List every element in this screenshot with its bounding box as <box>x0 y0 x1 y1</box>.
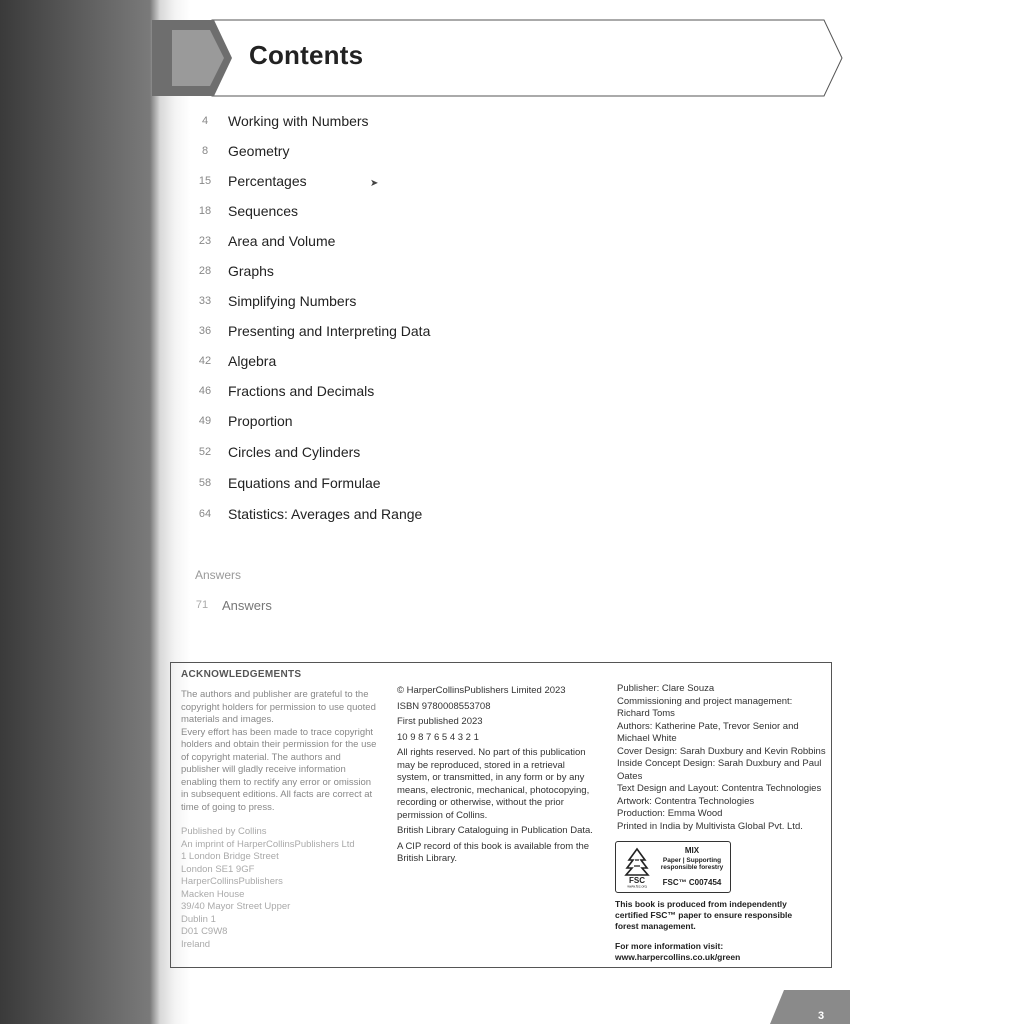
toc-page-number: 23 <box>198 235 212 247</box>
address-line: D01 C9W8 <box>181 926 228 937</box>
acknowledgements-column-1 <box>181 689 381 951</box>
toc-title: Circles and Cylinders <box>228 444 361 460</box>
toc-page-number: 71 <box>195 599 209 611</box>
cataloguing-text: British Library Cataloguing in Publication Data. <box>397 825 593 836</box>
fsc-logo-text: FSC <box>629 876 645 885</box>
address-line: Macken House <box>181 888 245 900</box>
toc-page-number: 46 <box>198 385 212 397</box>
toc-title: Geometry <box>228 143 290 159</box>
credit-line: Text Design and Layout: Contentra Technologies <box>617 783 822 794</box>
toc-page-number: 64 <box>198 508 212 520</box>
toc-title: Algebra <box>228 353 277 369</box>
acknowledgements-box <box>170 662 832 968</box>
address-line: 1 London Bridge Street <box>181 851 279 862</box>
toc-page-number: 36 <box>198 325 212 337</box>
toc-title: Percentages <box>228 173 307 189</box>
ack-text: Every effort has been made to trace copyright holders and obtain their permission for the use of copyright material. The authors and publisher will gladly receive information enabling them to rectify any error or omission in subsequent editions. All facts are correct at time of going to press. <box>181 726 377 813</box>
toc-title: Graphs <box>228 263 274 279</box>
pointer-cursor-icon: ➤ <box>370 178 379 189</box>
fsc-subtitle: Paper | Supporting responsible forestry <box>660 857 724 871</box>
address-line: 39/40 Mayor Street Upper <box>181 901 291 912</box>
address-line: Ireland <box>181 938 211 950</box>
toc-title: Statistics: Averages and Range <box>228 506 423 522</box>
credit-line: Authors: Katherine Pate, Trevor Senior and Michael White <box>617 720 799 744</box>
toc-page-number: 8 <box>201 145 209 157</box>
fsc-tree-logo-icon <box>620 846 654 888</box>
isbn-line: ISBN 9780008553708 <box>397 700 491 712</box>
cip-text: A CIP record of this book is available from the British Library. <box>397 840 590 864</box>
toc-page-number: 52 <box>198 446 212 458</box>
toc-title: Area and Volume <box>228 233 336 249</box>
rights-text: All rights reserved. No part of this publication may be reproduced, stored in a retrieval system, or transmitted, in any form or by any means, electronic, mechanical, photocopying, recording or otherwise, without the prior permission of Collins. <box>397 747 590 821</box>
credit-line: Printed in India by Multivista Global Pvt. Ltd. <box>617 820 803 832</box>
credit-line: Artwork: Contentra Technologies <box>617 795 755 807</box>
toc-title: Equations and Formulae <box>228 475 381 491</box>
acknowledgements-title: ACKNOWLEDGEMENTS <box>181 669 302 680</box>
page-title: Contents <box>249 40 364 70</box>
page-gutter-gradient <box>0 0 190 1024</box>
page-number: 3 <box>818 1010 825 1022</box>
answers-heading: Answers <box>195 568 242 582</box>
toc-title: Simplifying Numbers <box>228 293 357 309</box>
fsc-mix-label: MIX <box>684 846 700 855</box>
toc-page-number: 33 <box>198 295 212 307</box>
publisher-address <box>181 826 381 951</box>
fsc-logo-url: www.fsc.org <box>627 884 647 888</box>
fsc-note: This book is produced from independently certified FSC™ paper to ensure responsible forest management. <box>615 899 793 931</box>
ack-text: The authors and publisher are grateful to the copyright holders for permission to use quoted materials and images. <box>181 689 376 725</box>
toc-title: Proportion <box>228 413 293 429</box>
toc-title: Answers <box>222 598 272 613</box>
toc-page-number: 49 <box>198 415 212 427</box>
toc-page-number: 28 <box>198 265 212 277</box>
toc-title: Sequences <box>228 203 299 219</box>
credit-line: Production: Emma Wood <box>617 808 723 819</box>
copyright-line: © HarperCollinsPublishers Limited 2023 <box>397 685 566 696</box>
credit-line: Publisher: Clare Souza <box>617 683 715 694</box>
toc-title: Presenting and Interpreting Data <box>228 323 431 339</box>
address-line: HarperCollinsPublishers <box>181 876 283 887</box>
toc-page-number: 18 <box>198 205 212 217</box>
address-line: Published by Collins <box>181 826 267 837</box>
toc-page-number: 42 <box>198 355 212 367</box>
fsc-label <box>615 841 731 893</box>
acknowledgements-column-3 <box>617 683 827 833</box>
credit-line: Inside Concept Design: Sarah Duxbury and Paul Oates <box>617 758 822 782</box>
first-published-line: First published 2023 <box>397 716 483 727</box>
address-line: An imprint of HarperCollinsPublishers Ltd <box>181 838 355 850</box>
toc-page-number: 15 <box>198 175 212 187</box>
toc-title: Fractions and Decimals <box>228 383 375 399</box>
fsc-code: FSC™ C007454 <box>662 878 722 887</box>
address-line: London SE1 9GF <box>181 863 255 875</box>
credit-line: Commissioning and project management: Richard Toms <box>617 695 793 719</box>
more-info-link[interactable]: For more information visit: www.harpercollins.co.uk/green <box>615 941 741 962</box>
contents-header <box>152 18 852 100</box>
credit-line: Cover Design: Sarah Duxbury and Kevin Robbins <box>617 745 826 757</box>
toc-title: Working with Numbers <box>228 113 369 129</box>
address-line: Dublin 1 <box>181 913 216 925</box>
page-number-tab <box>770 990 850 1024</box>
acknowledgements-column-2 <box>397 685 597 869</box>
toc-page-number: 58 <box>198 477 212 489</box>
print-line: 10 9 8 7 6 5 4 3 2 1 <box>397 731 479 743</box>
toc-page-number: 4 <box>201 115 209 127</box>
